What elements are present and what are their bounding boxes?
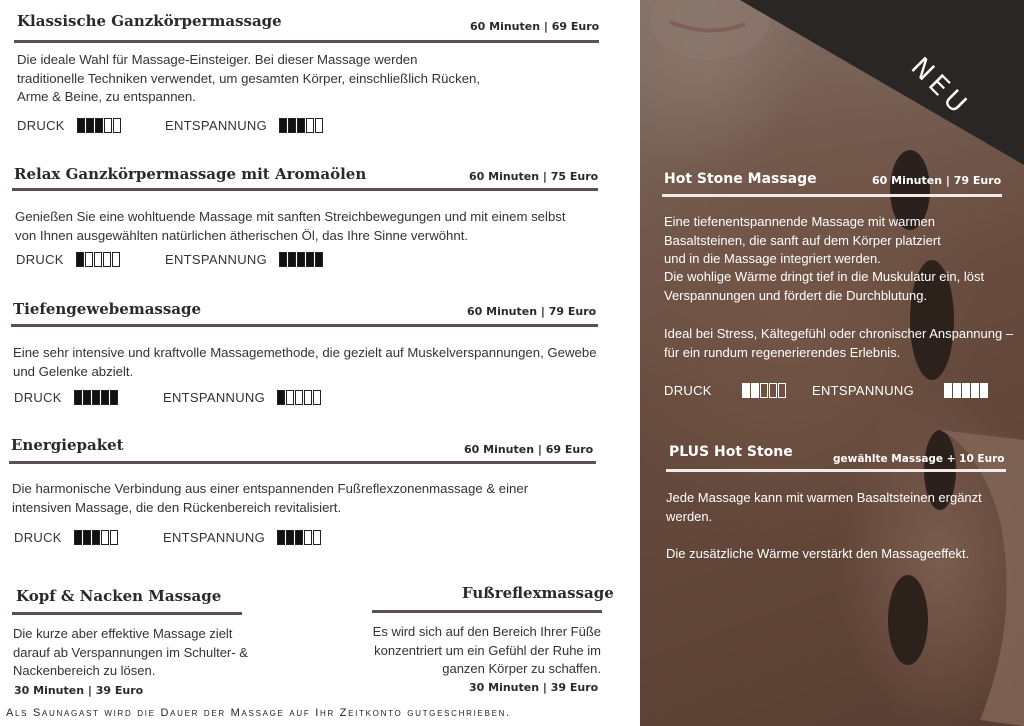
- rating-bar-filled: [751, 383, 759, 398]
- entspannung-rating: [163, 390, 321, 405]
- entspannung-label: ENTSPANNUNG: [165, 118, 268, 133]
- massage-description: Genießen Sie eine wohltuende Massage mit sanften Streichbewegungen und mit einem selbst von Ihnen ausgewählten natürlichen ätherischen Öl, das Ihre Sinne verwöhnt.: [15, 209, 566, 243]
- druck-bars: [76, 252, 120, 267]
- rating-bar-filled: [77, 118, 85, 133]
- massage-price: 60 Minuten | 69 Euro: [470, 20, 600, 33]
- rating-bar-filled: [295, 530, 303, 545]
- entspannung-bars: [277, 390, 321, 405]
- rating-bar-empty: [104, 118, 112, 133]
- rating-bar-filled: [279, 252, 287, 267]
- rating-bar-filled: [944, 383, 952, 398]
- druck-bars: [77, 118, 121, 133]
- druck-bars: [74, 530, 118, 545]
- massage-price: 60 Minuten | 79 Euro: [872, 174, 1002, 187]
- massage-description-3: Ideal bei Stress, Kältegefühl oder chronischer Anspannung – für ein rundum regenerierendes Erlebnis.: [664, 326, 1014, 360]
- massage-price: 60 Minuten | 79 Euro: [467, 305, 597, 318]
- rating-bar-filled: [74, 530, 82, 545]
- footer-note: Als Saunagast wird die Dauer der Massage auf Ihr Zeitkonto gutgeschrieben.: [6, 707, 511, 719]
- rating-bar-empty: [304, 530, 312, 545]
- massage-title: Energiepaket: [11, 436, 124, 454]
- entspannung-rating: [163, 530, 321, 545]
- rating-bar-empty: [769, 383, 777, 398]
- rating-bar-filled: [953, 383, 961, 398]
- rating-bar-empty: [286, 390, 294, 405]
- rating-bar-empty: [313, 530, 321, 545]
- plus-price: gewählte Massage + 10 Euro: [833, 453, 1005, 465]
- massage-title: Fußreflexmassage: [462, 584, 614, 602]
- rating-bar-empty: [295, 390, 303, 405]
- druck-label: DRUCK: [664, 383, 712, 398]
- massage-price: 30 Minuten | 39 Euro: [14, 684, 144, 697]
- divider: [12, 612, 242, 615]
- entspannung-bars: [279, 252, 323, 267]
- entspannung-rating: [812, 383, 988, 398]
- rating-bar-filled: [288, 118, 296, 133]
- rating-bar-filled: [286, 530, 294, 545]
- entspannung-label: ENTSPANNUNG: [812, 383, 915, 398]
- rating-bar-empty: [110, 530, 118, 545]
- rating-bar-filled: [277, 390, 285, 405]
- rating-bar-filled: [306, 252, 314, 267]
- rating-bar-empty: [760, 383, 768, 398]
- massage-title: Relax Ganzkörpermassage mit Aromaölen: [14, 165, 367, 183]
- rating-bar-filled: [83, 390, 91, 405]
- rating-bar-filled: [288, 252, 296, 267]
- massage-title: Kopf & Nacken Massage: [16, 587, 222, 605]
- entspannung-bars: [279, 118, 323, 133]
- massage-title: Hot Stone Massage: [664, 171, 817, 187]
- entspannung-bars: [944, 383, 988, 398]
- rating-bar-empty: [103, 252, 111, 267]
- plus-description-2: Die zusätzliche Wärme verstärkt den Massageeffekt.: [666, 546, 970, 561]
- massage-description: Die harmonische Verbindung aus einer entspannenden Fußreflexzonenmassage & einer intensiven Massage, die den Rückenbereich revitalisiert.: [12, 481, 529, 515]
- rating-bar-empty: [113, 118, 121, 133]
- rating-bar-empty: [112, 252, 120, 267]
- rating-bar-filled: [110, 390, 118, 405]
- rating-bar-filled: [86, 118, 94, 133]
- druck-rating: [16, 252, 120, 267]
- rating-bar-filled: [279, 118, 287, 133]
- plus-description-1: Jede Massage kann mit warmen Basaltsteinen ergänzt werden.: [666, 490, 982, 524]
- massage-title: Klassische Ganzkörpermassage: [17, 12, 282, 30]
- entspannung-label: ENTSPANNUNG: [163, 530, 266, 545]
- entspannung-bars: [277, 530, 321, 545]
- massage-description-1: Eine tiefenentspannende Massage mit warmen Basaltsteinen, die sanft auf dem Körper platziert und in die Massage integriert werden.: [664, 214, 941, 266]
- divider: [11, 324, 598, 327]
- rating-bar-filled: [83, 530, 91, 545]
- druck-bars: [74, 390, 118, 405]
- plus-title: PLUS Hot Stone: [669, 444, 793, 460]
- rating-bar-filled: [92, 530, 100, 545]
- druck-rating: [664, 383, 786, 398]
- massage-description: Die kurze aber effektive Massage zielt darauf ab Verspannungen im Schulter- & Nackenbereich zu lösen.: [13, 626, 248, 678]
- massage-description: Eine sehr intensive und kraftvolle Massagemethode, die gezielt auf Muskelverspannungen, Gewebe und Gelenke abzielt.: [13, 345, 597, 379]
- massage-description: Es wird sich auf den Bereich Ihrer Füße konzentriert um ein Gefühl der Ruhe im ganzen Körper zu schaffen.: [372, 624, 601, 676]
- entspannung-rating: [165, 252, 323, 267]
- rating-bar-empty: [94, 252, 102, 267]
- rating-bar-filled: [297, 118, 305, 133]
- druck-rating: [14, 390, 118, 405]
- druck-label: DRUCK: [14, 390, 62, 405]
- entspannung-label: ENTSPANNUNG: [163, 390, 266, 405]
- hot-stone-panel: [640, 0, 1024, 726]
- massage-price: 30 Minuten | 39 Euro: [469, 681, 599, 694]
- rating-bar-filled: [980, 383, 988, 398]
- divider: [372, 610, 602, 613]
- entspannung-label: ENTSPANNUNG: [165, 252, 268, 267]
- druck-rating: [14, 530, 118, 545]
- rating-bar-empty: [85, 252, 93, 267]
- druck-bars: [742, 383, 786, 398]
- divider: [662, 194, 1002, 197]
- rating-bar-filled: [95, 118, 103, 133]
- entspannung-rating: [165, 118, 323, 133]
- rating-bar-filled: [971, 383, 979, 398]
- rating-bar-filled: [76, 252, 84, 267]
- massage-price: 60 Minuten | 69 Euro: [464, 443, 594, 456]
- rating-bar-filled: [315, 252, 323, 267]
- divider: [666, 469, 1006, 472]
- divider: [9, 461, 596, 464]
- rating-bar-filled: [962, 383, 970, 398]
- druck-label: DRUCK: [17, 118, 65, 133]
- rating-bar-filled: [277, 530, 285, 545]
- rating-bar-empty: [313, 390, 321, 405]
- neu-badge: NEU: [904, 52, 976, 123]
- rating-bar-filled: [92, 390, 100, 405]
- rating-bar-empty: [101, 530, 109, 545]
- druck-label: DRUCK: [16, 252, 64, 267]
- divider: [14, 40, 599, 43]
- massage-title: Tiefengewebemassage: [13, 300, 202, 318]
- rating-bar-empty: [315, 118, 323, 133]
- rating-bar-filled: [74, 390, 82, 405]
- massage-description: Die ideale Wahl für Massage-Einsteiger. Bei dieser Massage werden traditionelle Techniken verwendet, um gesamten Körper, einschließlich Rücken, Arme & Beine, zu entspannen.: [17, 52, 481, 104]
- rating-bar-filled: [101, 390, 109, 405]
- druck-label: DRUCK: [14, 530, 62, 545]
- rating-bar-filled: [742, 383, 750, 398]
- druck-rating: [17, 118, 121, 133]
- rating-bar-empty: [306, 118, 314, 133]
- massage-price: 60 Minuten | 75 Euro: [469, 170, 599, 183]
- rating-bar-empty: [778, 383, 786, 398]
- divider: [12, 188, 598, 191]
- rating-bar-filled: [297, 252, 305, 267]
- rating-bar-empty: [304, 390, 312, 405]
- massage-description-2: Die wohlige Wärme dringt tief in die Muskulatur ein, löst Verspannungen und fördert die Durchblutung.: [664, 269, 985, 303]
